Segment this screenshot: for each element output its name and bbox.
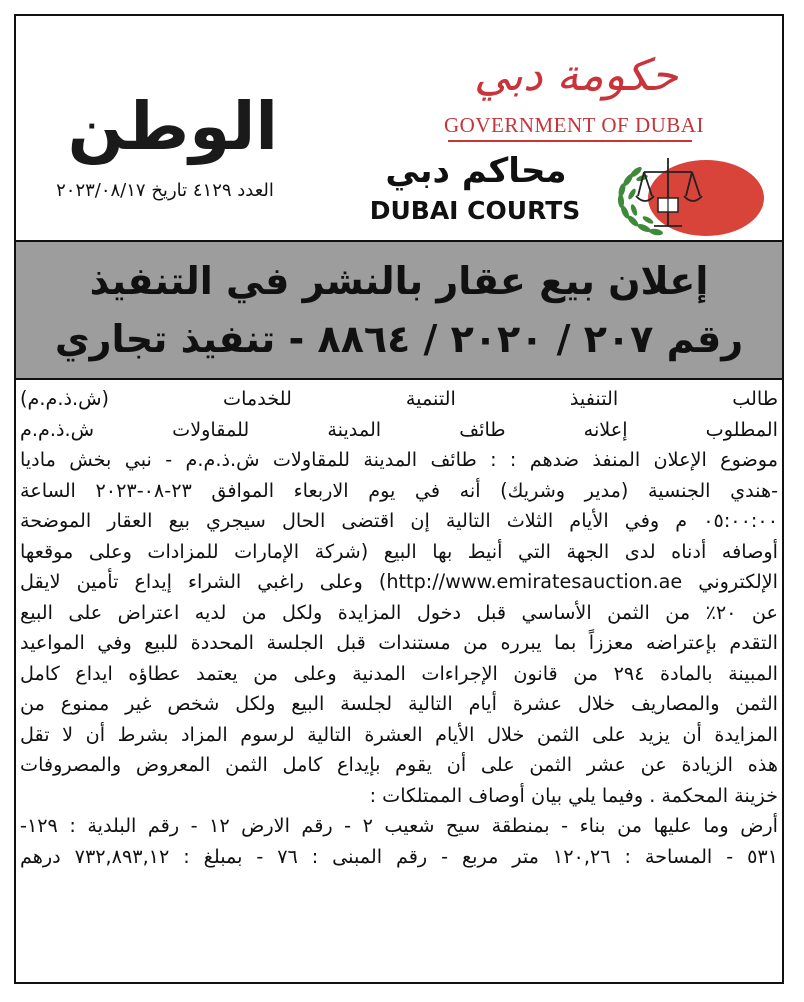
announcement-body [20,384,778,872]
body-line: ٠٥:٠٠:٠٠ م وفي الأيام الثلاث التالية إن اقتضى الحال سيجري بيع العقار الموضحة [20,509,778,532]
dubai-courts-emblem-icon [596,148,768,240]
body-line: الإلكتروني http://www.emiratesauction.ae) وعلى راغبي الشراء إيداع تأمين لايقل [20,570,778,593]
body-line: التقدم بإعتراضه معززاً بما يبرره من مستندات قبل الجلسة المحددة للبيع وفي المواعيد [20,631,778,654]
body-line: ٥٣١ - المساحة : ١٢٠,٢٦ متر مربع - رقم المبنى : ٧٦ - بمبلغ : ٧٣٢,٨٩٣,١٢ درهم [20,844,778,868]
body-line: أوصافه أدناه لدى الجهة التي أنيط بها البيع (شركة الإمارات للمزادات وعلى موقعها [20,539,778,563]
body-line: -هندي الجنسية (مدير وشريك) أنه في يوم الاربعاء الموافق ٢٣-٠٨-٢٠٢٣ الساعة [20,478,778,502]
courts-name-arabic: محاكم دبي [385,151,567,191]
body-line: موضوع الإعلان المنفذ ضدهم : : طائف المدينة للمقاولات ش.ذ.م.م - نبي بخش ماديا [20,448,778,471]
body-line: خزينة المحكمة . وفيما يلي بيان أوصاف الممتلكات : [369,783,778,807]
header [16,16,782,240]
body-line: أرض وما عليها من بناء - بمنطقة سيح شعيب ٢ - رقم الارض ١٢ - رقم البلدية : ١٢٩- [20,814,778,837]
government-logo-rule [448,140,692,142]
body-line: المطلوب إعلانه طائف المدينة للمقاولات ش.ذ.م.م [20,417,778,441]
body-line: عن ٢٠٪ من الثمن الأساسي قبل دخول المزايدة ولكل من لديه اعتراض على البيع [20,600,778,624]
issue-info: العدد ٤١٢٩ تاريخ ٢٠٢٣/٠٨/١٧ [56,180,274,201]
case-number: رقم ٢٠٧ / ٢٠٢٠ / ٨٨٦٤ - تنفيذ تجاري [54,317,744,361]
title-banner [16,240,782,380]
announcement-title: إعلان بيع عقار بالنشر في التنفيذ [89,259,709,303]
newspaper-logo: الوطن [67,88,278,165]
government-logo-arabic: حكومة دبي [474,50,678,101]
body-line: المزايدة أن يزيد على الثمن خلال الأيام العشرة التالية لرسوم المزاد بشرط أن لا تقل [20,722,778,746]
body-line: الثمن والمصاريف خلال عشرة أيام التالية لجلسة البيع ولكل شخص غير ممنوع من [20,692,778,715]
body-line: هذه الزيادة عن عشر الثمن على أن يقوم بإيداع كامل الثمن المعروض والمصروفات [20,753,778,776]
courts-name-english: DUBAI COURTS [369,196,581,225]
government-logo-english: GOVERNMENT OF DUBAI [444,113,704,137]
body-line: المبينة بالمادة ٢٩٤ من قانون الإجراءات المدنية وعلى من يعتمد عطاؤه ايداع كامل [20,661,778,685]
body-line: طالب التنفيذ التنمية للخدمات (ش.ذ.م.م) [20,387,778,410]
advertisement-frame [14,14,784,984]
